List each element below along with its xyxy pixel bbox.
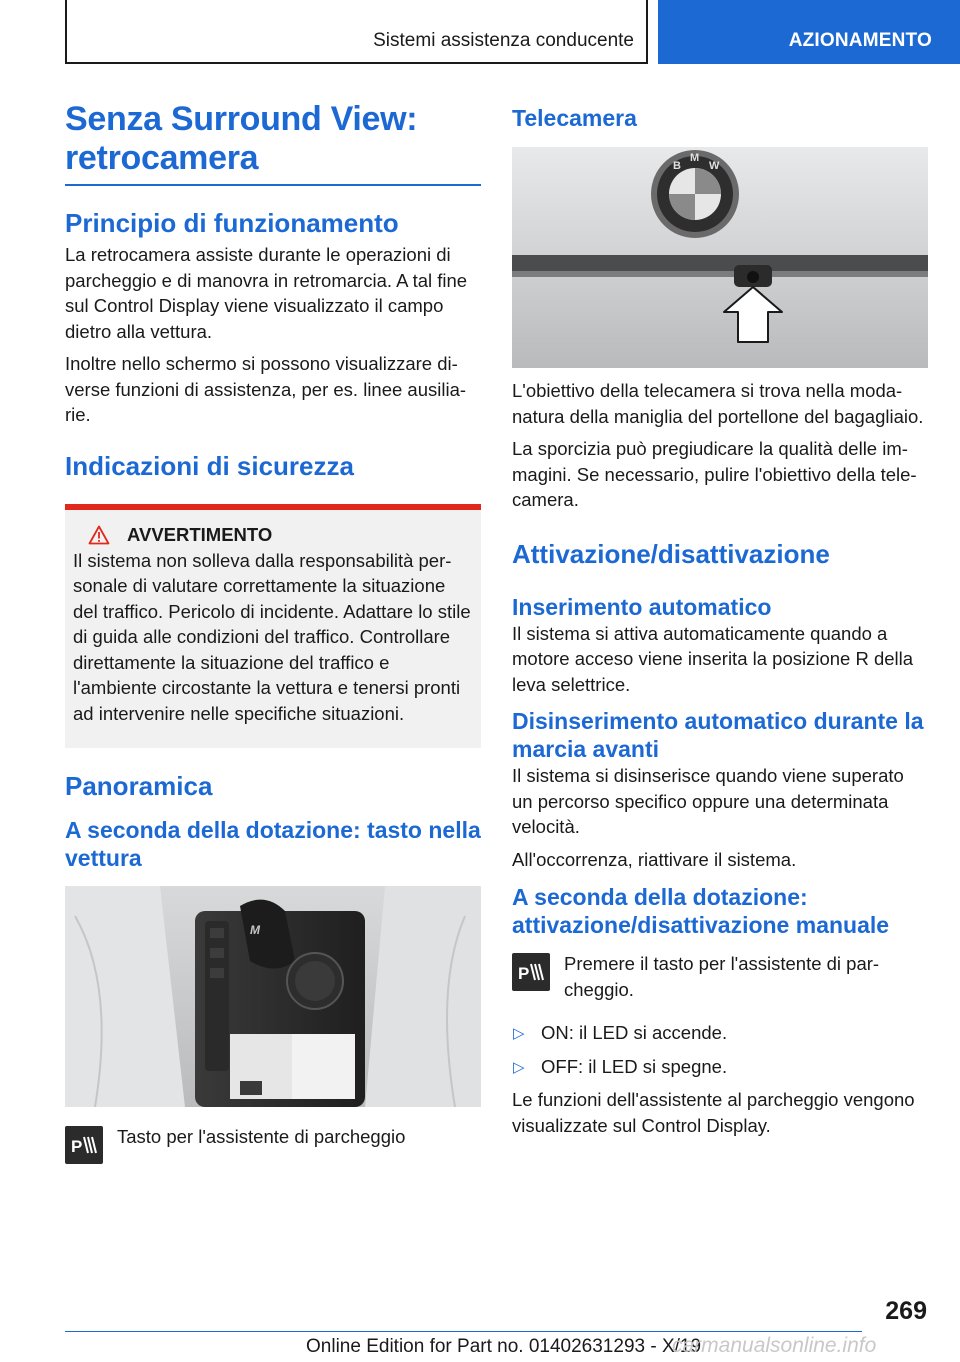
safety-heading: Indicazioni di sicurezza (65, 450, 354, 481)
button-caption: Tasto per l'assistente di parcheggio (117, 1126, 406, 1147)
center-console-image (65, 886, 481, 1107)
footer-rule (65, 1331, 862, 1332)
closing-text: Le funzioni dell'assistente al parcheggio vengono visualizzate sul Control Display. (512, 1089, 915, 1136)
activation-heading: Attivazione/disattivazione (512, 538, 830, 569)
manual-instruction-row (512, 953, 928, 1002)
list-item-text: OFF: il LED si spegne. (541, 1056, 728, 1077)
camera-paragraph-2: La sporcizia può pregiudicare la qualità delle immagini. Se necessario, pulire l'obiettivo della telecamera. (512, 438, 917, 510)
camera-paragraph-1: L'obiettivo della telecamera si trova nella modanatura della maniglia del portellone del bagagliaio. (512, 380, 924, 427)
button-heading: A seconda della dotazione: tasto nella vettura (65, 817, 481, 871)
footer-edition: Online Edition for Part no. 01402631293 - X/19 (306, 1336, 702, 1357)
rear-camera-image (512, 147, 928, 368)
manual-instruction-text: Premere il tasto per l'assistente di parcheggio. (564, 953, 880, 1000)
rear-camera-photo (512, 147, 928, 368)
watermark-logo: carmanualsonline.info (672, 1334, 877, 1357)
page-title (65, 100, 481, 178)
triangle-bullet-icon: ▷ (513, 1025, 525, 1042)
svg-text:W: W (709, 160, 720, 172)
triangle-bullet-icon: ▷ (513, 1059, 525, 1076)
parking-assistant-icon (517, 960, 545, 984)
svg-text:M: M (250, 923, 260, 937)
list-item (512, 1054, 928, 1081)
camera-heading: Telecamera (512, 105, 637, 131)
warning-triangle-icon (88, 525, 110, 545)
reactivate-text: All'occorrenza, riattivare il sistema. (512, 848, 797, 870)
auto-on-text: Il sistema si attiva automaticamente quando a motore acceso viene inserita la posizione R della leva selettrice. (512, 622, 914, 695)
principle-paragraph-1: La retrocamera assiste durante le operazioni di parcheggio e di manovra in retromarcia. A tal fine sul Control Display viene visualizzato il campo dietro alla vettura. (65, 244, 468, 342)
state-list (512, 1020, 928, 1081)
auto-off-heading: Disinserimento automatico durante la marcia avanti (512, 708, 924, 762)
parking-assistant-icon (70, 1133, 98, 1157)
button-caption-row (65, 1126, 481, 1164)
header-section-title: Sistemi assistenza conducente (373, 30, 634, 51)
warning-text: Il sistema non solleva dalla responsabilità personale di valutare correttamente la situazione del traffico. Pericolo di incidente. Adattare lo stile di guida alle condizioni del traffico. Controllare direttamente la situazione del traffico e l'ambiente circostante la vettura e tenersi pronti ad intervenire nelle specifiche situazioni. (73, 549, 471, 724)
manual-heading: A seconda della dotazione: attivazione/disattivazione manuale (512, 884, 890, 938)
title-rule (65, 184, 481, 186)
principle-paragraph-2: Inoltre nello schermo si possono visualizzare diverse funzioni di assistenza, per es. linee ausiliarie. (65, 353, 467, 425)
page-number: 269 (885, 1297, 927, 1325)
parking-assistant-button-icon-2 (512, 953, 550, 991)
header-chapter-box (658, 0, 960, 64)
svg-text:P: P (71, 1137, 83, 1156)
svg-text:P: P (518, 964, 530, 983)
list-item-text: ON: il LED si accende. (541, 1022, 728, 1043)
auto-off-text: Il sistema si disinserisce quando viene superato un percorso specifico oppure una determinata velocità. (512, 765, 904, 837)
svg-text:M: M (690, 152, 700, 164)
warning-title: AVVERTIMENTO (127, 523, 273, 545)
overview-heading: Panoramica (65, 771, 213, 801)
page-title-line2: retrocamera (65, 139, 259, 177)
principle-heading: Principio di funzionamento (65, 208, 399, 238)
right-column (512, 100, 928, 1138)
svg-text:B: B (673, 160, 681, 172)
center-console-photo (65, 886, 481, 1107)
warning-header (73, 524, 473, 546)
list-item (512, 1020, 928, 1047)
left-column (65, 100, 481, 1164)
warning-box (65, 510, 481, 749)
header-section-box (65, 0, 648, 64)
header-chapter-title: AZIONAMENTO (788, 30, 932, 51)
auto-on-heading: Inserimento automatico (512, 593, 772, 620)
parking-assistant-button-icon (65, 1126, 103, 1164)
page-title-line1: Senza Surround View: (65, 100, 418, 138)
